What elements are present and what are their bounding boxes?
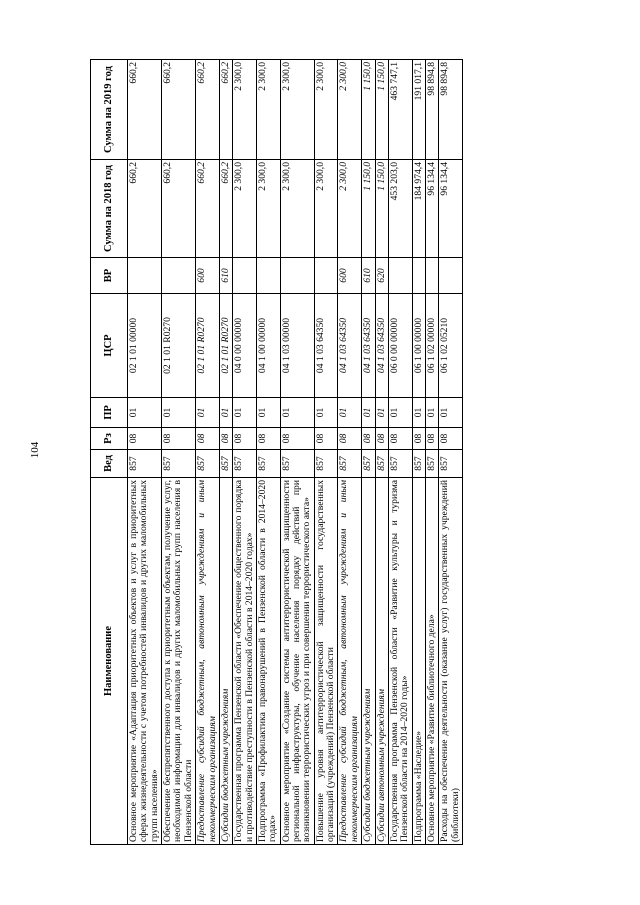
row-csr-cell: 06 1 00 00000 bbox=[412, 294, 425, 398]
row-sum-2018-cell: 1 150,0 bbox=[362, 160, 375, 258]
row-pr-cell: 01 bbox=[425, 398, 438, 428]
row-sum-2019-cell: 660,2 bbox=[128, 60, 162, 160]
row-rz-cell: 08 bbox=[375, 428, 388, 450]
row-pr-cell: 01 bbox=[439, 398, 463, 428]
table-row bbox=[375, 60, 388, 845]
row-name-cell: Государственная программа Пензенской области «Обеспечение общественного порядка и противодействие преступности в Пензенской области в 2014–2020 годах» bbox=[233, 478, 257, 845]
table-row bbox=[362, 60, 375, 845]
row-ved-cell: 857 bbox=[196, 450, 220, 478]
row-pr-cell: 01 bbox=[388, 398, 412, 428]
header-csr: ЦСР bbox=[91, 294, 128, 398]
row-sum-2018-cell: 660,2 bbox=[219, 160, 232, 258]
row-vr-cell bbox=[280, 258, 314, 294]
table-row bbox=[314, 60, 338, 845]
table-row bbox=[128, 60, 162, 845]
table-row bbox=[425, 60, 438, 845]
row-name-cell: Основное мероприятие «Адаптация приоритетных объектов и услуг в приоритетных сферах жизнедеятельности с учетом потребностей инвалидов и других маломобильных групп населения» bbox=[128, 478, 162, 845]
row-pr-cell: 01 bbox=[362, 398, 375, 428]
row-csr-cell: 06 1 02 05210 bbox=[439, 294, 463, 398]
row-ved-cell: 857 bbox=[375, 450, 388, 478]
row-csr-cell: 04 1 03 64350 bbox=[375, 294, 388, 398]
table-row bbox=[256, 60, 280, 845]
row-rz-cell: 08 bbox=[280, 428, 314, 450]
rotated-page-content bbox=[90, 60, 541, 845]
row-sum-2018-cell: 660,2 bbox=[162, 160, 196, 258]
row-name-cell: Обеспечение беспрепятственного доступа к приоритетным объектам, получение услуг, необходимой информации для инвалидов и других маломобильных групп населения в Пензенской области bbox=[162, 478, 196, 845]
row-sum-2018-cell: 1 150,0 bbox=[375, 160, 388, 258]
header-ved: Вед bbox=[91, 450, 128, 478]
row-csr-cell: 02 1 01 R0270 bbox=[162, 294, 196, 398]
row-name-cell: Предоставление субсидий бюджетным, автономным учреждениям и иным некоммерческим организациям bbox=[338, 478, 362, 845]
row-rz-cell: 08 bbox=[362, 428, 375, 450]
row-vr-cell bbox=[425, 258, 438, 294]
row-pr-cell: 01 bbox=[256, 398, 280, 428]
row-sum-2019-cell: 1 150,0 bbox=[362, 60, 375, 160]
row-sum-2019-cell: 98 894,8 bbox=[425, 60, 438, 160]
row-csr-cell: 04 1 03 00000 bbox=[280, 294, 314, 398]
table-row bbox=[412, 60, 425, 845]
row-ved-cell: 857 bbox=[233, 450, 257, 478]
row-rz-cell: 08 bbox=[338, 428, 362, 450]
row-sum-2019-cell: 2 300,0 bbox=[280, 60, 314, 160]
table-body bbox=[128, 60, 463, 845]
row-vr-cell bbox=[412, 258, 425, 294]
row-ved-cell: 857 bbox=[314, 450, 338, 478]
row-pr-cell: 01 bbox=[128, 398, 162, 428]
row-name-cell: Субсидии бюджетным учреждениям bbox=[362, 478, 375, 845]
row-pr-cell: 01 bbox=[314, 398, 338, 428]
row-pr-cell: 01 bbox=[280, 398, 314, 428]
row-sum-2019-cell: 2 300,0 bbox=[338, 60, 362, 160]
row-vr-cell: 610 bbox=[362, 258, 375, 294]
row-rz-cell: 08 bbox=[425, 428, 438, 450]
row-rz-cell: 08 bbox=[439, 428, 463, 450]
row-csr-cell: 02 1 01 R0270 bbox=[196, 294, 220, 398]
header-vr: ВР bbox=[91, 258, 128, 294]
row-rz-cell: 08 bbox=[388, 428, 412, 450]
table-row bbox=[162, 60, 196, 845]
row-csr-cell: 02 1 01 R0270 bbox=[219, 294, 232, 398]
row-sum-2019-cell: 98 894,8 bbox=[439, 60, 463, 160]
row-sum-2018-cell: 96 134,4 bbox=[439, 160, 463, 258]
row-rz-cell: 08 bbox=[128, 428, 162, 450]
row-vr-cell: 600 bbox=[196, 258, 220, 294]
row-sum-2018-cell: 660,2 bbox=[128, 160, 162, 258]
row-ved-cell: 857 bbox=[338, 450, 362, 478]
row-vr-cell bbox=[314, 258, 338, 294]
row-pr-cell: 01 bbox=[338, 398, 362, 428]
row-ved-cell: 857 bbox=[128, 450, 162, 478]
header-name: Наименование bbox=[91, 478, 128, 845]
row-vr-cell: 620 bbox=[375, 258, 388, 294]
row-rz-cell: 08 bbox=[314, 428, 338, 450]
row-ved-cell: 857 bbox=[280, 450, 314, 478]
row-pr-cell: 01 bbox=[375, 398, 388, 428]
row-csr-cell: 04 1 03 64350 bbox=[362, 294, 375, 398]
table-header-row bbox=[91, 60, 128, 845]
table-row bbox=[219, 60, 232, 845]
row-pr-cell: 01 bbox=[219, 398, 232, 428]
row-rz-cell: 08 bbox=[412, 428, 425, 450]
row-sum-2018-cell: 2 300,0 bbox=[338, 160, 362, 258]
row-pr-cell: 01 bbox=[196, 398, 220, 428]
row-csr-cell: 04 1 03 64350 bbox=[338, 294, 362, 398]
row-ved-cell: 857 bbox=[362, 450, 375, 478]
row-name-cell: Основное мероприятие «Развитие библиотечного дела» bbox=[425, 478, 438, 845]
budget-table bbox=[90, 59, 463, 845]
row-csr-cell: 04 0 00 00000 bbox=[233, 294, 257, 398]
row-ved-cell: 857 bbox=[256, 450, 280, 478]
row-vr-cell: 610 bbox=[219, 258, 232, 294]
row-ved-cell: 857 bbox=[162, 450, 196, 478]
header-sum-2018: Сумма на 2018 год bbox=[91, 160, 128, 258]
row-name-cell: Государственная программа Пензенской области «Развитие культуры и туризма Пензенской области на 2014–2020 годы» bbox=[388, 478, 412, 845]
row-ved-cell: 857 bbox=[439, 450, 463, 478]
row-pr-cell: 01 bbox=[162, 398, 196, 428]
row-vr-cell bbox=[388, 258, 412, 294]
row-sum-2018-cell: 96 134,4 bbox=[425, 160, 438, 258]
row-csr-cell: 06 1 02 00000 bbox=[425, 294, 438, 398]
row-vr-cell bbox=[162, 258, 196, 294]
row-csr-cell: 04 1 00 00000 bbox=[256, 294, 280, 398]
row-name-cell: Расходы на обеспечение деятельности (оказание услуг) государственных учреждений (библиотеки) bbox=[439, 478, 463, 845]
table-row bbox=[388, 60, 412, 845]
row-rz-cell: 08 bbox=[233, 428, 257, 450]
row-sum-2019-cell: 463 747,1 bbox=[388, 60, 412, 160]
table-row bbox=[338, 60, 362, 845]
header-rz: Рз bbox=[91, 428, 128, 450]
row-sum-2019-cell: 660,2 bbox=[162, 60, 196, 160]
row-name-cell: Подпрограмма «Наследие» bbox=[412, 478, 425, 845]
row-sum-2019-cell: 2 300,0 bbox=[233, 60, 257, 160]
row-name-cell: Повышение уровня антитеррористической защищенности государственных организаций (учреждений) Пензенской области bbox=[314, 478, 338, 845]
row-sum-2018-cell: 453 203,0 bbox=[388, 160, 412, 258]
row-sum-2019-cell: 2 300,0 bbox=[314, 60, 338, 160]
row-csr-cell: 02 1 01 00000 bbox=[128, 294, 162, 398]
row-vr-cell bbox=[233, 258, 257, 294]
row-sum-2019-cell: 660,2 bbox=[219, 60, 232, 160]
row-sum-2018-cell: 184 974,4 bbox=[412, 160, 425, 258]
row-ved-cell: 857 bbox=[388, 450, 412, 478]
row-vr-cell bbox=[256, 258, 280, 294]
row-ved-cell: 857 bbox=[412, 450, 425, 478]
row-rz-cell: 08 bbox=[219, 428, 232, 450]
row-pr-cell: 01 bbox=[233, 398, 257, 428]
row-name-cell: Субсидии бюджетным учреждениям bbox=[219, 478, 232, 845]
row-sum-2019-cell: 1 150,0 bbox=[375, 60, 388, 160]
row-name-cell: Подпрограмма «Профилактика правонарушений в Пензенской области в 2014–2020 годах» bbox=[256, 478, 280, 845]
row-csr-cell: 06 0 00 00000 bbox=[388, 294, 412, 398]
row-sum-2018-cell: 2 300,0 bbox=[280, 160, 314, 258]
row-sum-2018-cell: 2 300,0 bbox=[256, 160, 280, 258]
row-sum-2018-cell: 2 300,0 bbox=[233, 160, 257, 258]
table-row bbox=[233, 60, 257, 845]
table-row bbox=[439, 60, 463, 845]
row-vr-cell: 600 bbox=[338, 258, 362, 294]
row-sum-2019-cell: 191 017,1 bbox=[412, 60, 425, 160]
page-number: 104 bbox=[29, 441, 41, 459]
row-name-cell: Субсидии автономным учреждениям bbox=[375, 478, 388, 845]
row-rz-cell: 08 bbox=[196, 428, 220, 450]
table-row bbox=[196, 60, 220, 845]
row-csr-cell: 04 1 03 64350 bbox=[314, 294, 338, 398]
row-vr-cell bbox=[439, 258, 463, 294]
row-sum-2018-cell: 2 300,0 bbox=[314, 160, 338, 258]
row-vr-cell bbox=[128, 258, 162, 294]
row-sum-2019-cell: 660,2 bbox=[196, 60, 220, 160]
row-sum-2019-cell: 2 300,0 bbox=[256, 60, 280, 160]
table-row bbox=[280, 60, 314, 845]
row-name-cell: Основное мероприятие «Создание системы антитеррористической защищенности региональной инфраструктуры, обучение населения порядку действий при возникновении террористических угроз и при совершении террористического акта» bbox=[280, 478, 314, 845]
row-name-cell: Предоставление субсидий бюджетным, автономным учреждениям и иным некоммерческим организациям bbox=[196, 478, 220, 845]
row-ved-cell: 857 bbox=[219, 450, 232, 478]
header-pr: ПР bbox=[91, 398, 128, 428]
row-rz-cell: 08 bbox=[162, 428, 196, 450]
row-rz-cell: 08 bbox=[256, 428, 280, 450]
row-sum-2018-cell: 660,2 bbox=[196, 160, 220, 258]
header-sum-2019: Сумма на 2019 год bbox=[91, 60, 128, 160]
row-ved-cell: 857 bbox=[425, 450, 438, 478]
row-pr-cell: 01 bbox=[412, 398, 425, 428]
